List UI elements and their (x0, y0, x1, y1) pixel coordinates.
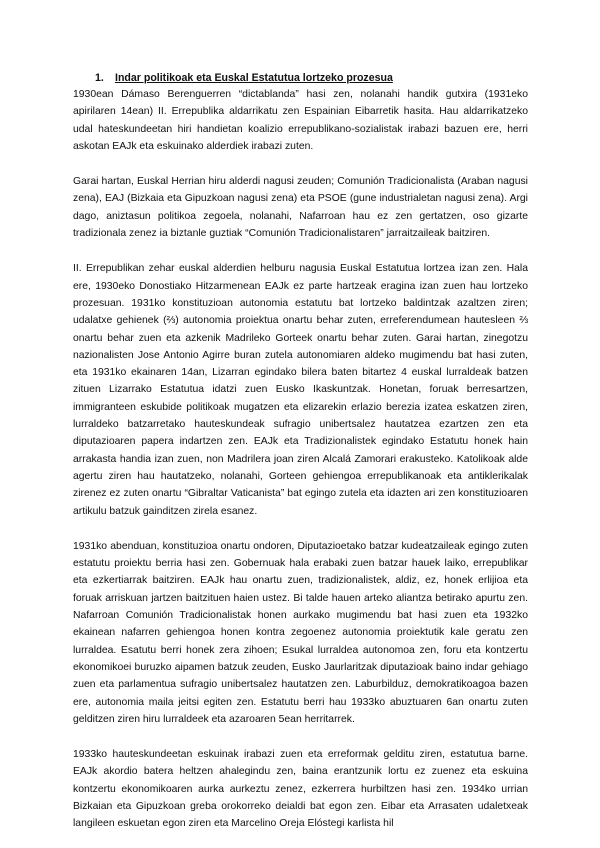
paragraph-3: II. Errepublikan zehar euskal alderdien helburu nagusia Euskal Estatutua lortzea izan zen. Hala ere, 1930eko Donostiako Hitzarmenean EAJk ez parte hartzeak eragina izan zuen hau lortzeko prozesuan. 1931ko konstituzioan autonomia estatutu bat lortzeko baldintzak azaltzen ziren; udalatxe gehienek (⅔) autonomia proiektua onartu behar zuten, erreferendumean hautesleen ⅔ onartu behar zuen eta azkenik Madrileko Gorteek onartu behar zuten. Garai hartan, zinegotzu nazionalisten Jose Antonio Agirre buran zutela autonomiaren aldeko mugimendu bat hasi zuten, eta 1931ko ekainaren 14an, Lizarran egindako bilera baten bitartez 4 euskal lurraldeak batzen zituen Lizarrako Estatutua idatzi zuen Eusko Ikaskuntzak. Honetan, foruak berresartzen, immigranteen eskubide politikoak mugatzen eta elizarekin erlazio berezia izatea eskatzen ziren, lurraldeko batzarretako hauteskundeak sufragio unibertsalez hautatzea ezartzen zen eta diputazioaren papera indartzen zen. EAJk eta Tradizionalistek egindako Estatutu honek hain arrakasta handia izan zuen, non Madrilera joan ziren Alcalá Zamorari erakusteko. Katolikoak alde agertu ziren hau hautatzeko, nolanahi, Gorteen gehiengoa errepublikanoak eta antiklerikalak zirenez ez zuten onartu “Gibraltar Vaticanista” bat egingo zutela eta idazten ari zen konstituzioaren artikulu batzuk gainditzen zirela esanez. (73, 263, 528, 517)
paragraph-5: 1933ko hauteskundeetan eskuinak irabazi zuen eta erreformak gelditu ziren, estatutua barne. EAJk akordio batera heltzen ahalegindu zen, baina erantzunik lortu ez zuenez eta eskuina kontzertu ekonomikoaren aurka aurkeztu zenez, ezkerrera hurbiltzen hasi zen. 1934ko urrian Bizkaian eta Gipuzkoan greba orokorreko deialdi bat egon zen. Eibar eta Arrasaten udaletxeak langileen eskuetan egon ziren eta Marcelino Oreja Elóstegi karlista hil (73, 749, 528, 830)
paragraph-4: 1931ko abenduan, konstituzioa onartu ondoren, Diputazioetako batzar kudeatzaileak egingo zuten estatutu proiektu berria hasi zen. Gobernuak hala erabaki zuen batzar hauek laiko, errepublikar eta ezkertiarrak baitziren. EAJk hau onartu zuen, tradizionalistek, aldiz, ez, honek erlijioa eta foruak arriskuan jartzen baitzituen haien ustez. Bi talde hauen arteko aliantza betirako apurtu zen. Nafarroan Comunión Tradicionalistak honen aurkako mugimendu bat hasi zuen eta 1932ko ekainean nafarren gehiengoa honen kontra zegoenez autonomia proiektutik kale geratu zen lurraldea. Esatutu berri honek zera zihoen; Esukal lurraldea autonomoa zen, foru eta kontzertu ekonomikoei buruzko aipamen batzuk zeuden, Eusko Jaurlaritzak diputazioak baino indar gehiago zuen eta parlamentua sufragio unibertsalez hautatzen zen. Laburbilduz, demokratikoagoa bazen ere, autonomia maila jeitsi egiten zen. Estatutu berri hau 1933ko abuztuaren 6an onartu zuten gelditzen ziren hiru lurraldeek eta azaroaren 5ean herritarrek. (73, 540, 528, 725)
section-number: 1. (95, 72, 104, 84)
section-title: Indar politikoak eta Euskal Estatutua lortzeko prozesua (115, 72, 393, 84)
paragraph-1: 1930ean Dámaso Berenguerren “dictablanda” hasi zen, nolanahi handik gutxira (1931eko apirilaren 14ean) II. Errepublika aldarrikatu zen Espainian Eibarretik hasita. Hau aldarrikatzeko udal hateskundeetan hiri handietan koalizio errepublikano-sozialistak irabazi bazuen ere, herri askotan EAJk eta eskuinako alderdiek irabazi zuten. (73, 89, 528, 152)
paragraph-2: Garai hartan, Euskal Herrian hiru alderdi nagusi zeuden; Comunión Tradicionalista (Araban nagusi zena), EAJ (Bizkaia eta Gipuzkoan nagusi zena) eta PSOE (gune industrialetan nagusi zena). Argi dago, aniztasun politikoa zegoela, nolanahi, Nafarroan hau ez zen gertatzen, oso gizarte tradizionala zenez ia biztanle guztiak “Comunión Tradicionalistaren” jarraitzaileak baitziren. (73, 176, 528, 240)
section-heading (73, 71, 528, 85)
